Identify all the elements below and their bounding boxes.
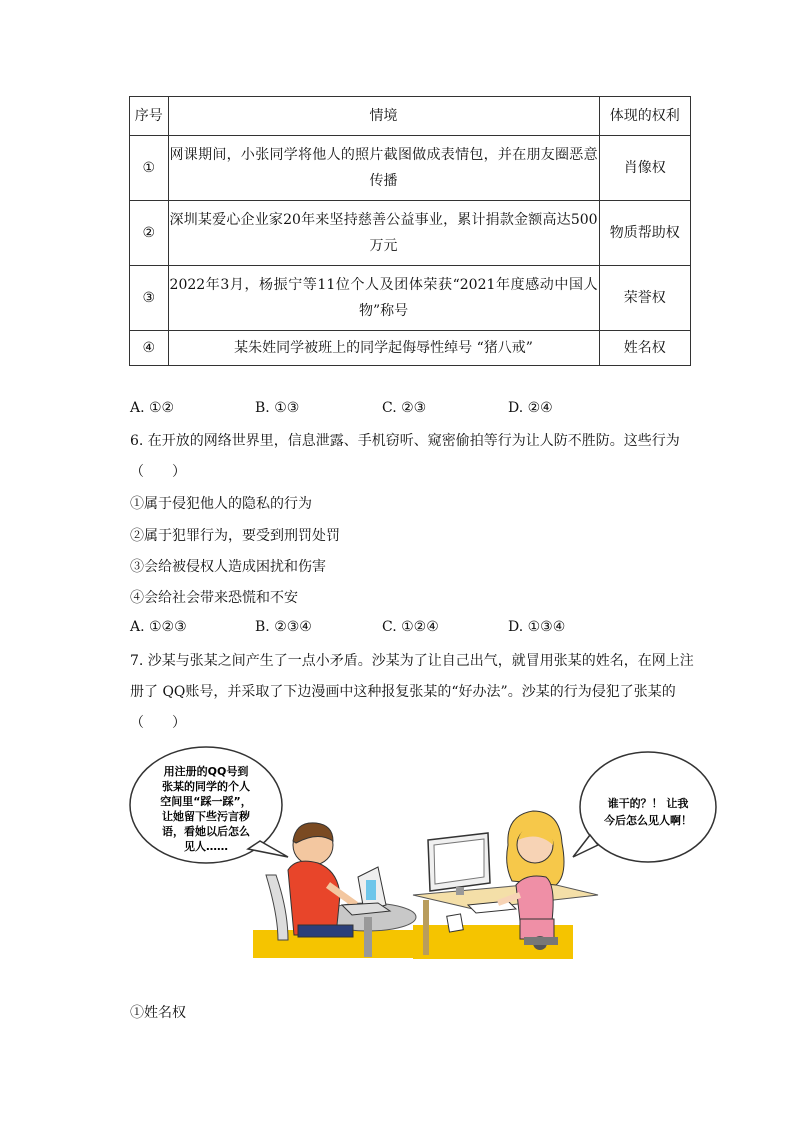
q6-stem-line1: 6. 在开放的网络世界里，信息泄露、手机窃听、窥密偷拍等行为让人防不胜防。这些行为 (130, 433, 680, 449)
row-situation: 网课期间，小张同学将他人的照片截图做成表情包，并在朋友圈恶意传播 (168, 136, 599, 201)
q7-stem-line3: （ ） (130, 715, 186, 731)
q6-item-2: ②属于犯罪行为，要受到刑罚处罚 (130, 528, 340, 544)
q7-stem-line1: 7. 沙某与张某之间产生了一点小矛盾。沙某为了让自己出气，就冒用张某的姓名，在网上注 (130, 653, 694, 669)
q6-stem-line2: （ ） (130, 464, 186, 480)
bubble-left-line: 空间里“踩一踩”， (160, 795, 252, 808)
q6-item-1: ①属于侵犯他人的隐私的行为 (130, 496, 312, 512)
bubble-right-line: 谁干的？！ 让我 (607, 797, 689, 810)
row-no: ② (130, 201, 169, 266)
speech-bubble-left (130, 747, 288, 863)
table-row (130, 136, 691, 201)
table-row (130, 331, 691, 366)
q5-option-b[interactable]: B. ①③ (255, 400, 300, 416)
table-row (130, 201, 691, 266)
q5-option-c[interactable]: C. ②③ (382, 400, 427, 416)
table-row (130, 266, 691, 331)
row-right: 肖像权 (599, 136, 690, 201)
q5-option-d[interactable]: D. ②④ (508, 400, 553, 416)
q6-option-a[interactable]: A. ①②③ (130, 619, 187, 635)
bubble-right-line: 今后怎么见人啊！ (604, 814, 692, 827)
bubble-left-line: 让她留下些污言秽 (162, 810, 250, 823)
row-right: 荣誉权 (599, 266, 690, 331)
laptop (342, 867, 390, 915)
phone (447, 914, 464, 932)
q5-option-a[interactable]: A. ①② (130, 400, 175, 416)
row-no: ① (130, 136, 169, 201)
row-situation: 2022年3月，杨振宁等11位个人及团体荣获“2021年度感动中国人物”称号 (168, 266, 599, 331)
q6-item-3: ③会给被侵权人造成困扰和伤害 (130, 559, 326, 575)
q6-option-b[interactable]: B. ②③④ (255, 619, 312, 635)
speech-bubble-right (573, 752, 716, 862)
q6-option-c[interactable]: C. ①②④ (382, 619, 439, 635)
row-right: 姓名权 (599, 331, 690, 366)
q6-option-d[interactable]: D. ①③④ (508, 619, 566, 635)
comic-illustration (128, 745, 722, 960)
row-situation: 某朱姓同学被班上的同学起侮辱性绰号 “猪八戒” (168, 331, 599, 366)
row-no: ③ (130, 266, 169, 331)
row-right: 物质帮助权 (599, 201, 690, 266)
header-situation: 情境 (168, 97, 599, 136)
row-situation: 深圳某爱心企业家20年来坚持慈善公益事业，累计捐款金额高达500万元 (168, 201, 599, 266)
q7-item-1: ①姓名权 (130, 1005, 186, 1021)
q6-item-4: ④会给社会带来恐慌和不安 (130, 590, 298, 606)
bubble-left-line: 张某的同学的个人 (162, 780, 250, 793)
bubble-left-line: 语，看她以后怎么 (162, 825, 250, 838)
row-no: ④ (130, 331, 169, 366)
q7-stem-line2: 册了 QQ账号，并采取了下边漫画中这种报复张某的“好办法”。沙某的行为侵犯了张某的 (130, 684, 676, 700)
bubble-left-line: 见人…… (184, 840, 228, 853)
bubble-left-line: 用注册的QQ号到 (163, 765, 249, 778)
table-header-row (130, 97, 691, 136)
header-right: 体现的权利 (599, 97, 690, 136)
desk-leg (423, 900, 429, 955)
table-leg (364, 917, 372, 957)
rights-table (129, 96, 691, 366)
header-no: 序号 (130, 97, 169, 136)
